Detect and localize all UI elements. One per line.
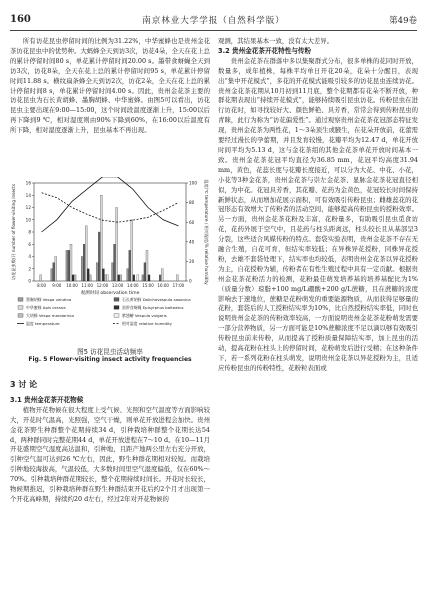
x-tick-label: 8:00: [37, 283, 47, 288]
bar: [159, 275, 161, 281]
legend-label: 黑带食蚜蝇 Episyrphus balteatus: [122, 305, 184, 310]
y2-axis-label: 温度/℃ temperature / 相对湿度/% relative humidity: [204, 179, 209, 285]
subsection-title: 3.2 贵州金花茶开花特性与传粉: [218, 46, 312, 55]
figure-caption-en: Fig. 5 Flower-visiting insect activity frequencies: [28, 356, 192, 363]
right-column: [218, 37, 418, 374]
y2-tick-label: 60: [189, 219, 195, 225]
bar: [55, 257, 57, 282]
y-tick-label: 6: [28, 241, 31, 247]
temperature-line: [42, 177, 179, 232]
left-column-bottom: [10, 372, 210, 505]
volume-label: 第49卷: [389, 16, 417, 26]
x-tick-label: 14:00: [127, 283, 139, 288]
x-axis-label: 观测时间 observation time: [80, 291, 140, 296]
x-tick-label: 10:00: [66, 283, 78, 288]
paragraph: 所有访花昆虫停留时间的比例为31.22%，中华蜜蜂也是贵州金花茶访花昆虫中的优势种。大蚂蜂全天到访3次，访花4朵，全天在花上总的累计停留时间80 s，单花累计停留时间20.00 s。墨带食蚜蝇全天到访3次，访花8朵，全天在花上总的累计停留时间95 s，单花累计停留时间11.88 s。横纹扁条蜂全天到访2次，访花2朵，全天在花上总的累计停留时间8 s，单花累计停留时间4.00 s。因此，贵州金花茶主要的访花昆虫为石长黄胡蜂、墨胸胡蜂、中华蜜蜂。由图5可以看出，访花昆虫主要出现在9:00—15:00，这个时间段温度逐渐上升，15:00以后再下降到9 ℃，相对湿度则由90%下降到60%，在16:00以后温度有所下降，相对湿度逐渐上升，昆虫基本不再出现。: [10, 37, 210, 135]
x-tick-label: 9:00: [52, 283, 62, 288]
bar: [87, 269, 89, 281]
bar: [100, 195, 102, 281]
legend-label: 温度 temperature: [26, 321, 60, 326]
y2-tick-label: 80: [189, 200, 195, 206]
section-title: 3 讨 论: [10, 380, 38, 389]
bar: [116, 208, 118, 282]
y2-tick-label: 100: [189, 180, 197, 186]
x-tick-label: 16:00: [157, 283, 169, 288]
bar: [137, 275, 139, 281]
bar: [83, 244, 85, 281]
y-tick-label: 16: [25, 180, 31, 186]
y-axis-label: 访花昆虫数/只 number of flower-visiting insects: [11, 183, 16, 281]
humidity-line: [42, 193, 179, 222]
bar: [148, 275, 150, 281]
bar: [142, 275, 144, 281]
bar: [74, 275, 76, 281]
x-tick-label: 15:00: [142, 283, 154, 288]
bar: [68, 250, 70, 281]
y2-tick-label: 0: [189, 278, 192, 284]
bar: [53, 263, 55, 281]
y-tick-label: 0: [28, 278, 31, 284]
x-tick-label: 12:00: [96, 283, 109, 288]
y2-tick-label: 40: [189, 239, 195, 245]
journal-title: 南京林业大学学报（自然科学版）: [142, 16, 285, 26]
legend-label: 墨胸胡蜂 Vespa velutina: [26, 297, 72, 302]
bar: [104, 275, 106, 281]
page-number: 160: [10, 14, 31, 25]
bar: [129, 250, 131, 281]
bar: [66, 250, 68, 281]
legend-swatch: [114, 298, 119, 302]
bar: [131, 220, 133, 281]
bar: [70, 244, 72, 281]
paragraph: 植物开花物候在很大程度上受气候、光照和空气温度等方面影响较大，开花时气温高，光照强，空气干燥，则单花开放进程会加快。贵州金花茶野生种群整个花期持续34 d，引种栽培种群整个花期长达54 d，两种群同时完整花期44 d，单花开放进程在7～10 d。在10—11月开花盛期空气湿度高达温和，引种地，且距产地两公里左右充分开放，引种空气温可达到26 ℃左右，因此，野生种群花期相对较短。而栽培引种地较海拔高，气温较低，大多数时间里空气湿度偏低，仅在60%～70%。引种栽培种群花期较长，整个花期持续时间长。开花时长较长，物候期推迟，引种栽培种群在野生种群结束开花后约2个月才出现第一个开花高峰期，持续约20 d左右，经过2年对开花物候的: [10, 405, 210, 503]
running-header: [10, 12, 417, 31]
paragraph-lead: 观测，其结果基本一致，没有太大差异。: [218, 37, 334, 45]
y2-tick-label: 20: [189, 259, 195, 264]
bar: [114, 244, 116, 281]
y-tick-label: 10: [25, 217, 31, 223]
legend-swatch: [18, 314, 23, 318]
bar: [176, 275, 178, 281]
bar: [51, 269, 53, 281]
bar: [98, 232, 100, 281]
y-tick-label: 8: [28, 229, 31, 235]
legend-label: 中华蜜蜂 Apis cerana: [26, 305, 66, 310]
bar: [144, 263, 146, 281]
legend-swatch: [114, 306, 119, 310]
bar: [161, 269, 163, 281]
bar: [72, 275, 74, 281]
x-tick-label: 13:00: [111, 283, 124, 288]
legend-label: 相对湿度 relative humidity: [122, 321, 172, 326]
legend-label: 紫翅蝽 Vespula vulgaris: [122, 313, 167, 318]
legend-label: 石长黄胡蜂 Dolichovespula saxonica: [122, 297, 191, 302]
bar: [40, 275, 42, 281]
bar: [112, 263, 114, 281]
x-tick-label: 11:00: [81, 283, 93, 288]
figure-caption-cn: 图5 访花昆虫活动频率: [77, 348, 143, 356]
bar: [106, 275, 108, 281]
bar: [85, 226, 87, 281]
paragraph: 贵州金花茶在群落中多以集聚群式分布，很多单株的花同时开放，数量多，成年植株，每株平均单日开花20朵，花朵十分醒目，表现出“集中开花模式”，多花的开花模式能吸引较多的访花昆虫连续访花。贵州金花茶花期从10月初到11月底，整个花期都有花朵不断开放，种群花期表现出“持续开花模式”，能够持续吸引昆虫访花。传粉昆虫在进行访花时，如寻找较好大、颜色鲜艳、具芳香，常常会得到传粉昆虫的青睐，此行为称为“访花偏爱性”。通过观察贵州金花茶花冠部态特征发现，贵州金花茶为两性花，1～3朵顶生或腋生，在花朵开放前，花蕾需要经过漫长的孕蕾期，并且发育较慢，花瓣平均为12.47 d，单花开放时间平均为5.13 d，这与金花茶组的其他金花茶单花开放时间基本一致。贵州金花茶花冠平均直径为36.85 mm，花冠平均高度31.94 mm，黄色，花蕊长度与花瓣长度接近，可以分为大花、中花、小花，小花等3种金花茶，贵州金花茶与崇左金花茶、显脉金花茶花冠直径相似，为中花。花冠具芳香，其花瓣、花药为金黄色，花冠较长时间保持新鲜状态，从而增加花展示面积，可有效吸引传粉昆虫；雌雄蕊花的花冠形态有效增大了传粉者的活动空间，能够提高传粉昆虫的授粉效率。另一方面，贵州金花茶花粉及丰富，花粉量多，有助吸引昆虫觅食访花，花药外展于空气中，且花药与柱头距离远，柱头较长且从基部呈3分裂，这些适合风媒传粉的特点。套袋实验表明，贵州金花茶不存在无融合生殖，自花可育，但结实率较低；在异株异花授粉，同株异花授粉，去雄不套袋处理下，结实率也均较低，表明贵州金花茶以异花授粉为主，自花授粉为辅，传粉者在有性生殖过程中具有一定贡献。根据贵州金花茶花粉活力的检测，花粉最佳萌发培养基的培养基配比为1%（质量分数）琼脂+100 mg/L硼酸+200 g/L蔗糖，且在蔗糖的浓度影响去于速地位，蔗糖是花粉萌发的重要能源物质，从而获得足够量的花粉，套袋后的人工授粉结实率为10%，比自然授粉结实率低，同时也说明贵州金花茶的传粉效率较高，一方面说明贵州金花茶花粉萌发需要一部分营养物质，另一方面可能是10%蔗糖浓度不足以滴以够有效吸引传粉昆虫前来传粉，从而提高了授粉质量保障结实率，加上昆虫的活动，提高花粉在柱头上的停留时间，花粉萌发后进行受精；在这种条件下，若一系列花粉在柱头萌发，说明贵州金花茶以异花授粉为主，且适应传粉昆虫的传粉特性，花粉粒表面或: [218, 56, 418, 372]
legend-label: 大胡蜂 Vespa mandarinia: [26, 313, 74, 318]
x-tick-label: 17:00: [172, 283, 185, 288]
y-tick-label: 14: [25, 192, 31, 198]
bar: [133, 275, 135, 281]
bar: [81, 257, 83, 282]
y-tick-label: 4: [28, 254, 31, 260]
bar: [146, 250, 148, 281]
y-tick-label: 12: [25, 205, 31, 211]
legend-swatch: [114, 314, 119, 318]
legend-swatch: [18, 306, 23, 310]
left-column-top: [10, 37, 210, 136]
bar: [120, 275, 122, 281]
insect-activity-chart: [10, 177, 210, 339]
legend-swatch: [18, 298, 23, 302]
bar: [118, 275, 120, 281]
subsection-title: 3.1 贵州金花茶开花物候: [10, 395, 84, 404]
bar: [89, 275, 91, 281]
bar: [96, 263, 98, 281]
bar: [102, 269, 104, 281]
y-tick-label: 2: [28, 266, 31, 272]
bar: [127, 269, 129, 281]
